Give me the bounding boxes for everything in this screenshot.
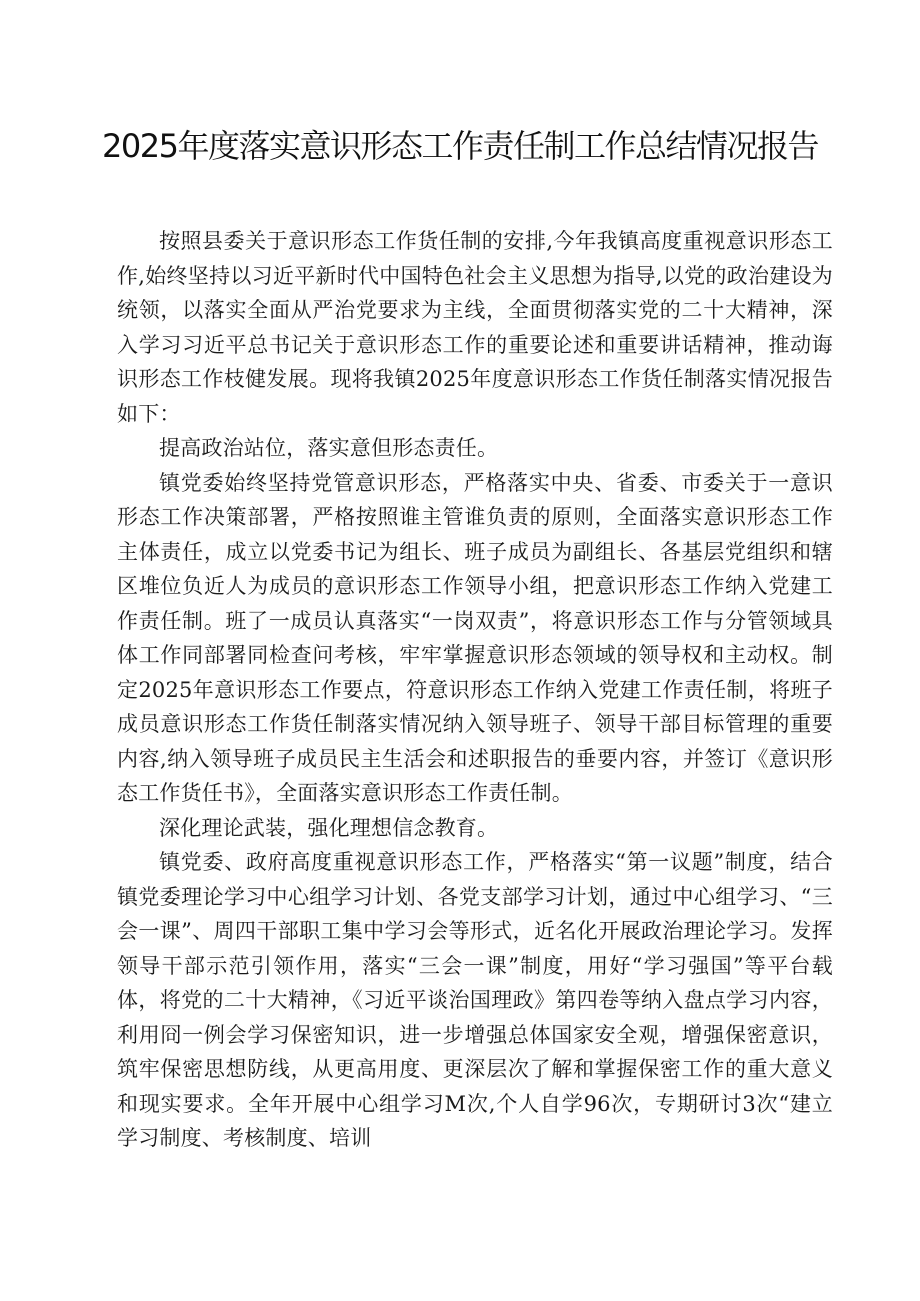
document-title: 2025年度落实意识形态工作责任制工作总结情况报告 [102,127,818,165]
paragraph-responsibility: 镇党委始终坚持党管意识形态，严格落实中央、省委、市委关于一意识形态工作决策部署，严格按照谁主管谁负责的原则，全面落实意识形态工作主体责任，成立以党委书记为组长、班子成员为副组长、各基层党组织和辖区堆位负近人为成员的意识形态工作领导小组，把意识形态工作纳入党建工作责任制。班了一成员认真落实“一岗双责”，将意识形态工作与分管领域具体工作同部署同检查问考核，牢牢掌握意识形态领域的领导权和主动权。制定2025年意识形态工作要点，符意识形态工作纳入党建工作责任制，将班子成员意识形态工作货任制落实情况纳入领导班子、领导干部目标管理的重要内容,纳入领导班子成员民主生活会和述职报告的垂要内容，并签订《意识形态工作货任书》，全面落实意识形态工作责任制。 [117,470,833,805]
section-heading-political-stance: 提高政治站位，落实意但形态责任。 [159,436,499,460]
section-heading-theory-study: 深化理论武装，强化理想信念教育。 [159,815,499,840]
document-body [117,224,833,1156]
paragraph-theory-study: 镇党委、政府高度重视意识形态工作，严格落实“第一议题”制度，结合镇党委理论学习中心组学习计划、各党支部学习计划，通过中心组学习、“三会一课”、周四干部职工集中学习会等形式，近名化开展政治理论学习。发挥领导干部示范引领作用，落实“三会一课”制度，用好“学习强国”等平台载体，将党的二十大精神，《习近平谈治国理政》第四卷等纳入盘点学习内容，利用冏一例会学习保密知识，进一步增强总体国家安全观，增强保密意识，筑牢保密思想防线，从更高用度、更深层次了解和掌握保密工作的重大意义和现实要求。全年开展中心组学习M次,个人自学96次，专期研讨3次“建立学习制度、考核制度、培训 [117,850,833,1150]
paragraph-intro: 按照县委关于意识形态工作货任制的安排,今年我镇高度重视意识形态工作,始终坚持以习近平新时代中国特色社会主义思想为指导,以党的政治建设为统领，以落实全面从严治党要求为主线，全面贯彻落实党的二十大精神，深入学习习近平总书记关于意识形态工作的重要论述和重要讲话精神，推动诲识形态工作枝健发展。现将我镇2025年度意识形态工作货任制落实情况报告如下： [117,229,833,426]
